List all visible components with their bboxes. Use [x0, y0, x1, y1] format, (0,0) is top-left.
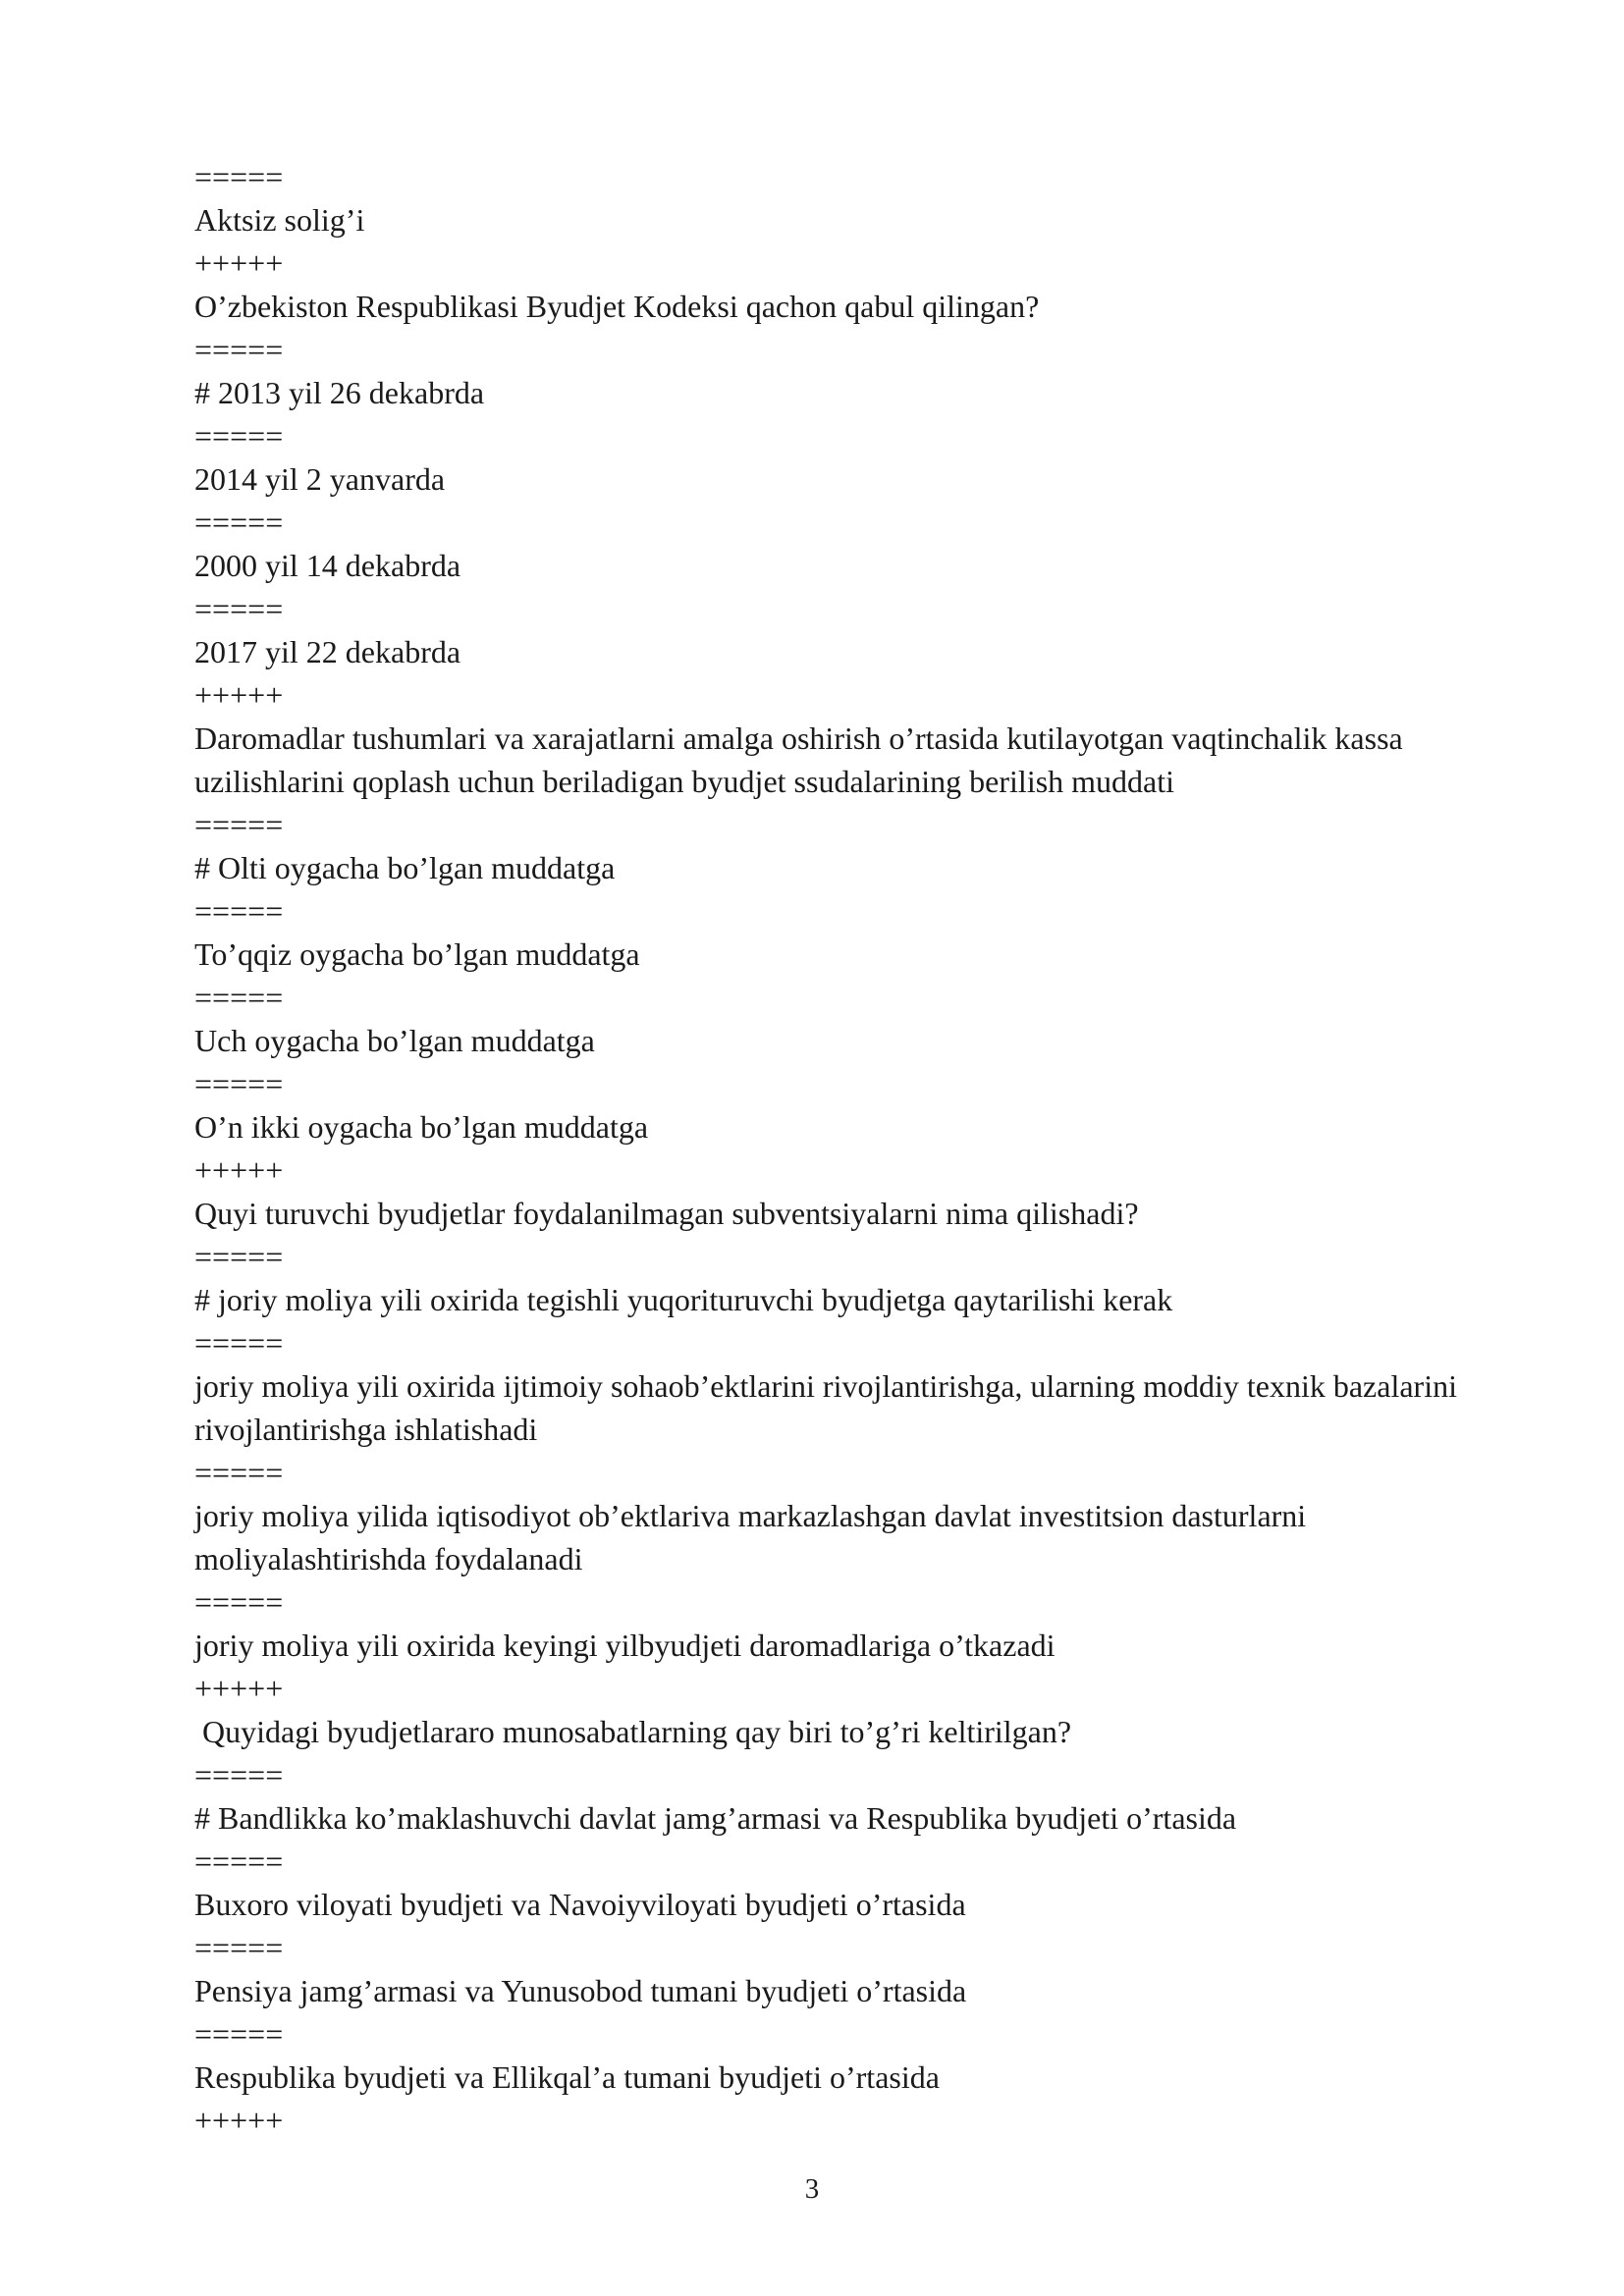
separator-line: ===== [194, 418, 284, 454]
question-separator: +++++ [194, 245, 284, 281]
separator-line: ===== [194, 505, 284, 540]
page-number: 3 [804, 2173, 820, 2205]
answer-option: joriy moliya yili oxirida keyingi yilbyudjeti daromadlariga o’tkazadi [194, 1628, 1056, 1663]
separator-line: ===== [194, 1325, 284, 1361]
separator-line: ===== [194, 1066, 284, 1101]
separator-line: ===== [194, 1843, 284, 1879]
separator-line: ===== [194, 591, 284, 626]
question-text: Quyidagi byudjetlararo munosabatlarning qay biri to’g’ri keltirilgan? [194, 1714, 1072, 1749]
separator-line: ===== [194, 980, 284, 1015]
question-text: Daromadlar tushumlari va xarajatlarni amalga oshirish o’rtasida kutilayotgan vaqtinchalik kassa uzilishlarini qoplash uchun beriladigan byudjet ssudalarining berilish muddati [194, 721, 1411, 799]
separator-line: ===== [194, 1455, 284, 1490]
answer-option: To’qqiz oygacha bo’lgan muddatga [194, 936, 640, 972]
question-separator: +++++ [194, 2103, 284, 2138]
correct-answer-option: # Bandlikka ko’maklashuvchi davlat jamg’armasi va Respublika byudjeti o’rtasida [194, 1800, 1237, 1836]
separator-line: ===== [194, 159, 284, 194]
answer-option: O’n ikki oygacha bo’lgan muddatga [194, 1109, 649, 1145]
separator-line: ===== [194, 1584, 284, 1620]
question-text: Quyi turuvchi byudjetlar foydalanilmagan subventsiyalarni nima qilishadi? [194, 1196, 1139, 1231]
answer-option: joriy moliya yili oxirida ijtimoiy sohaob’ektlarini rivojlantirishga, ularning moddiy texnik bazalarini rivojlantirishga ishlatishadi [194, 1368, 1465, 1447]
answer-option: Uch oygacha bo’lgan muddatga [194, 1023, 595, 1058]
separator-line: ===== [194, 807, 284, 842]
correct-answer-option: # joriy moliya yili oxirida tegishli yuqorituruvchi byudjetga qaytarilishi kerak [194, 1282, 1173, 1317]
answer-option: joriy moliya yilida iqtisodiyot ob’ektlariva markazlashgan davlat investitsion dasturlarni moliyalashtirishda foydalanadi [194, 1498, 1315, 1576]
question-separator: +++++ [194, 1671, 284, 1706]
answer-option: 2014 yil 2 yanvarda [194, 461, 446, 497]
separator-line: ===== [194, 332, 284, 367]
question-text: O’zbekiston Respublikasi Byudjet Kodeksi qachon qabul qilingan? [194, 289, 1040, 324]
question-separator: +++++ [194, 1152, 284, 1188]
answer-option: Pensiya jamg’armasi va Yunusobod tumani byudjeti o’rtasida [194, 1973, 967, 2008]
separator-line: ===== [194, 1239, 284, 1274]
answer-option: 2000 yil 14 dekabrda [194, 548, 461, 583]
separator-line: ===== [194, 1930, 284, 1965]
correct-answer-option: # Olti oygacha bo’lgan muddatga [194, 850, 616, 885]
document-body [194, 155, 1481, 2142]
separator-line: ===== [194, 893, 284, 929]
separator-line: ===== [194, 2016, 284, 2052]
separator-line: ===== [194, 1757, 284, 1792]
answer-option: Buxoro viloyati byudjeti va Navoiyviloyati byudjeti o’rtasida [194, 1887, 966, 1922]
answer-option: Aktsiz solig’i [194, 202, 365, 238]
answer-option: 2017 yil 22 dekabrda [194, 634, 461, 669]
correct-answer-option: # 2013 yil 26 dekabrda [194, 375, 485, 410]
question-separator: +++++ [194, 677, 284, 713]
answer-option: Respublika byudjeti va Ellikqal’a tumani byudjeti o’rtasida [194, 2059, 940, 2095]
